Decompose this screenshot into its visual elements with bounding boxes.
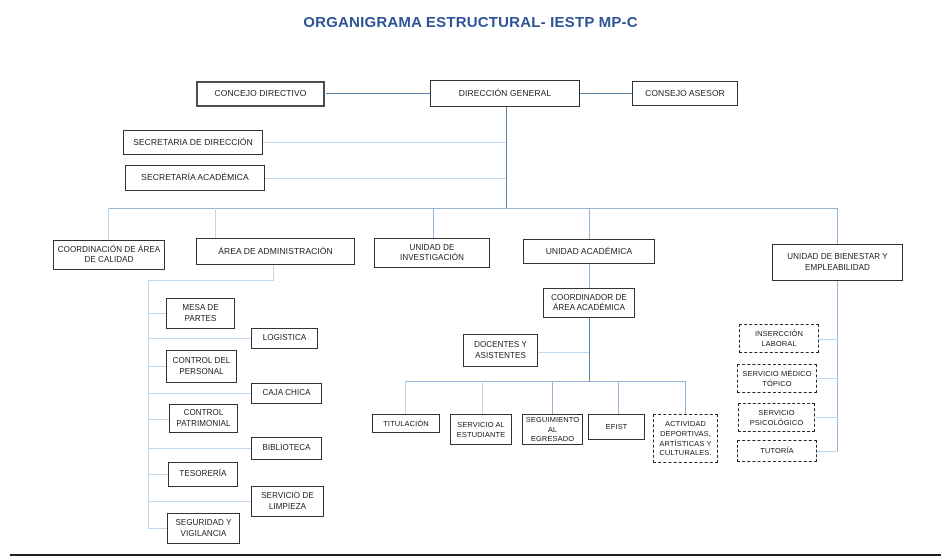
node-actividades-culturales: ACTIVIDAD DEPORTIVAS, ARTÍSTICAS Y CULTURALES.	[653, 414, 718, 463]
node-area-administracion: ÁREA DE ADMINISTRACIÓN	[196, 238, 355, 265]
connector-line	[148, 313, 166, 314]
connector-line	[215, 208, 216, 238]
connector-line	[405, 381, 406, 414]
connector-line	[273, 265, 274, 281]
node-logistica: LOGISTICA	[251, 328, 318, 349]
node-unidad-bienestar: UNIDAD DE BIENESTAR Y EMPLEABILIDAD	[772, 244, 903, 281]
connector-line	[148, 448, 251, 449]
connector-line	[148, 280, 274, 281]
connector-line	[148, 419, 169, 420]
connector-line	[815, 417, 838, 418]
node-coordinador-area-academica: COORDINADOR DE ÁREA ACADÉMICA	[543, 288, 635, 318]
connector-line	[148, 474, 168, 475]
connector-line	[326, 93, 430, 94]
node-titulacion: TITULACIÓN	[372, 414, 440, 433]
connector-line	[108, 208, 837, 209]
connector-line	[538, 352, 589, 353]
connector-line	[819, 339, 838, 340]
node-docentes-asistentes: DOCENTES Y ASISTENTES	[463, 334, 538, 367]
node-seguimiento-egresado: SEGUIMIENTO AL EGRESADO	[522, 414, 583, 445]
node-tesoreria: TESORERÍA	[168, 462, 238, 487]
connector-line	[837, 208, 838, 244]
connector-line	[108, 208, 109, 240]
node-servicio-limpieza: SERVICIO DE LIMPIEZA	[251, 486, 324, 517]
connector-line	[589, 318, 590, 382]
connector-line	[506, 107, 507, 209]
connector-line	[433, 208, 434, 238]
connector-line	[148, 528, 167, 529]
node-concejo-directivo: CONCEJO DIRECTIVO	[196, 81, 325, 107]
page-title: ORGANIGRAMA ESTRUCTURAL- IESTP MP-C	[303, 14, 638, 31]
node-coordinacion-area-calidad: COORDINACIÓN DE ÁREA DE CALIDAD	[53, 240, 165, 270]
node-control-patrimonial: CONTROL PATRIMONIAL	[169, 404, 238, 433]
node-unidad-investigacion: UNIDAD DE INVESTIGACIÓN	[374, 238, 490, 268]
connector-line	[405, 381, 685, 382]
node-secretaria-academica: SECRETARÍA ACADÉMICA	[125, 165, 265, 191]
node-caja-chica: CAJA CHICA	[251, 383, 322, 404]
bottom-rule	[10, 554, 941, 556]
connector-line	[589, 208, 590, 239]
node-servicio-psicologico: SERVICIO PSICOLÓGICO	[738, 403, 815, 432]
node-servicio-estudiante: SERVICIO AL ESTUDIANTE	[450, 414, 512, 445]
node-insercion-laboral: INSERCCIÓN LABORAL	[739, 324, 819, 353]
connector-line	[552, 381, 553, 414]
connector-line	[589, 263, 590, 288]
connector-line	[618, 381, 619, 414]
node-biblioteca: BIBLIOTECA	[251, 437, 322, 460]
connector-line	[685, 381, 686, 414]
node-efist: EFIST	[588, 414, 645, 440]
connector-line	[837, 281, 838, 451]
node-control-personal: CONTROL DEL PERSONAL	[166, 350, 237, 383]
connector-line	[817, 378, 838, 379]
connector-line	[148, 393, 251, 394]
connector-line	[482, 381, 483, 414]
node-tutoria: TUTORÍA	[737, 440, 817, 462]
connector-line	[148, 280, 149, 529]
node-servicio-medico: SERVICIO MÉDICO TÓPICO	[737, 364, 817, 393]
connector-line	[148, 366, 166, 367]
node-consejo-asesor: CONSEJO ASESOR	[632, 81, 738, 106]
node-unidad-academica: UNIDAD ACADÉMICA	[523, 239, 655, 264]
connector-line	[148, 501, 251, 502]
node-direccion-general: DIRECCIÓN GENERAL	[430, 80, 580, 107]
connector-line	[148, 338, 251, 339]
node-seguridad-vigilancia: SEGURIDAD Y VIGILANCIA	[167, 513, 240, 544]
connector-line	[265, 178, 506, 179]
node-secretaria-direccion: SECRETARIA DE DIRECCIÓN	[123, 130, 263, 155]
connector-line	[263, 142, 506, 143]
connector-line	[580, 93, 632, 94]
connector-line	[817, 451, 838, 452]
node-mesa-partes: MESA DE PARTES	[166, 298, 235, 329]
